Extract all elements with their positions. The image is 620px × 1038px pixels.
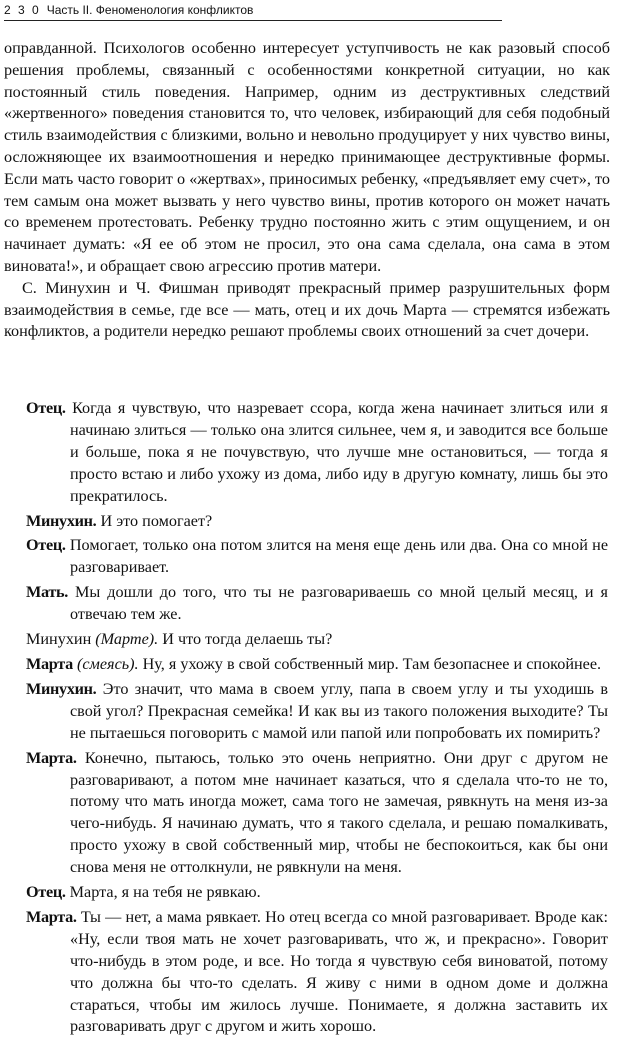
speaker-label: Мать.	[26, 583, 69, 602]
page-number: 2 3 0	[4, 3, 41, 17]
stage-note: (смеясь).	[76, 654, 139, 673]
speaker-line: Конечно, пытаюсь, только это очень неприятно. Они друг с другом не разговаривают, а потом мне начинает казаться, что я сделала что-то не то, потому что мать иногда может, сама того не замечая, рявкнуть на меня из-за чего-нибудь. Я начинаю думать, что я такого сделала, и решаю помалкивать, просто ухожу в свой собственный мир, чтобы не беспокоиться, как бы они снова меня не оттолкнули, не рявкнули на меня.	[70, 748, 608, 877]
dialogue-turn	[26, 882, 608, 904]
speaker-label: Минухин.	[26, 511, 97, 530]
dialogue-turn	[26, 535, 608, 579]
stage-note: (Марте).	[95, 630, 159, 649]
speaker-label: Марта	[26, 654, 73, 673]
dialogue-turn	[26, 629, 608, 651]
dialogue-turn	[26, 679, 608, 745]
speaker-label: Минухин.	[26, 679, 97, 698]
running-header	[4, 2, 502, 21]
speaker-label: Марта.	[26, 748, 77, 767]
speaker-label: Отец.	[26, 536, 66, 555]
speaker-label: Отец.	[26, 883, 66, 902]
speaker-line: Мы дошли до того, что ты не разговариваешь со мной целый месяц, и я отвечаю тем же.	[70, 583, 608, 624]
body-text	[4, 38, 610, 343]
paragraph: оправданной. Психологов особенно интересует уступчивость не как разовый способ решения проблемы, связанный с особенностями конкретной ситуации, но как постоянный стиль поведения. Например, одним из деструктивных следствий «жертвенного» поведения становится то, что человек, избирающий для себя подобный стиль взаимодействия с близкими, вольно и невольно продуцирует у них чувство вины, осложняющее их взаимоотношения и нередко принимающее деструктивные формы. Если мать часто говорит о «жертвах», приносимых ребенку, «предъявляет ему счет», то тем самым она может вызвать у него чувство вины, против которого он может начать со временем протестовать. Ребенку трудно постоянно жить с этим ощущением, и он начинает думать: «Я ее об этом не просил, это она сама сделала, она сама в этом виновата!», и обращает свою агрессию против матери.	[4, 39, 610, 275]
dialogue-turn	[26, 654, 608, 676]
speaker-line: И это помогает?	[100, 511, 213, 530]
dialogue-turn	[26, 748, 608, 879]
speaker-line: И что тогда делаешь ты?	[162, 630, 333, 649]
speaker-label: Минухин	[26, 630, 92, 649]
speaker-line: Марта, я на тебя не рявкаю.	[69, 883, 261, 902]
speaker-line: Ты — нет, а мама рявкает. Но отец всегда со мной разговаривает. Вроде как: «Ну, если твоя мать не хочет разговаривать, что ж, и прекрасно». Говорит что-нибудь в этом роде, и все. Но тогда я чувствую себя виноватой, потому что должна бы что-то сделать. Я живу с ними в одном доме и должна стараться, чтобы им жилось лучше. Понимаете, я должна заставить их разговаривать друг с другом и жить хорошо.	[70, 907, 608, 1036]
speaker-line: Это значит, что мама в своем углу, папа в своем углу и ты уходишь в свой угол? Прекрасная семейка! И как вы из такого положения выходите? Ты не пытаешься поговорить с мамой или папой или попробовать их помирить?	[70, 679, 609, 742]
speaker-line: Когда я чувствую, что назревает ссора, когда жена начинает злиться или я начинаю злиться — только она злится сильнее, чем я, и заводится все больше и больше, пока я не почувствую, что лучше мне остановиться, — тогда я просто встаю и либо ухожу из дома, либо иду в другую комнату, лишь бы это прекратилось.	[70, 399, 609, 505]
paragraph: С. Минухин и Ч. Фишман приводят прекрасный пример разрушительных форм взаимодействия в семье, где все — мать, отец и их дочь Марта — стремятся избежать конфликтов, а родители нередко решают проблемы своих отношений за счет дочери.	[4, 278, 610, 341]
speaker-line: Помогает, только она потом злится на меня еще день или два. Она со мной не разговаривает.	[69, 536, 608, 577]
dialogue-turn	[26, 907, 608, 1038]
speaker-label: Марта.	[26, 907, 77, 926]
speaker-line: Ну, я ухожу в свой собственный мир. Там безопаснее и спокойнее.	[142, 654, 602, 673]
dialogue-turn	[26, 398, 608, 508]
speaker-label: Отец.	[26, 399, 66, 417]
dialogue-turn	[26, 511, 608, 533]
running-title: Часть II. Феноменология конфликтов	[46, 3, 254, 17]
dialogue-transcript	[26, 398, 608, 1038]
dialogue-turn	[26, 582, 608, 626]
